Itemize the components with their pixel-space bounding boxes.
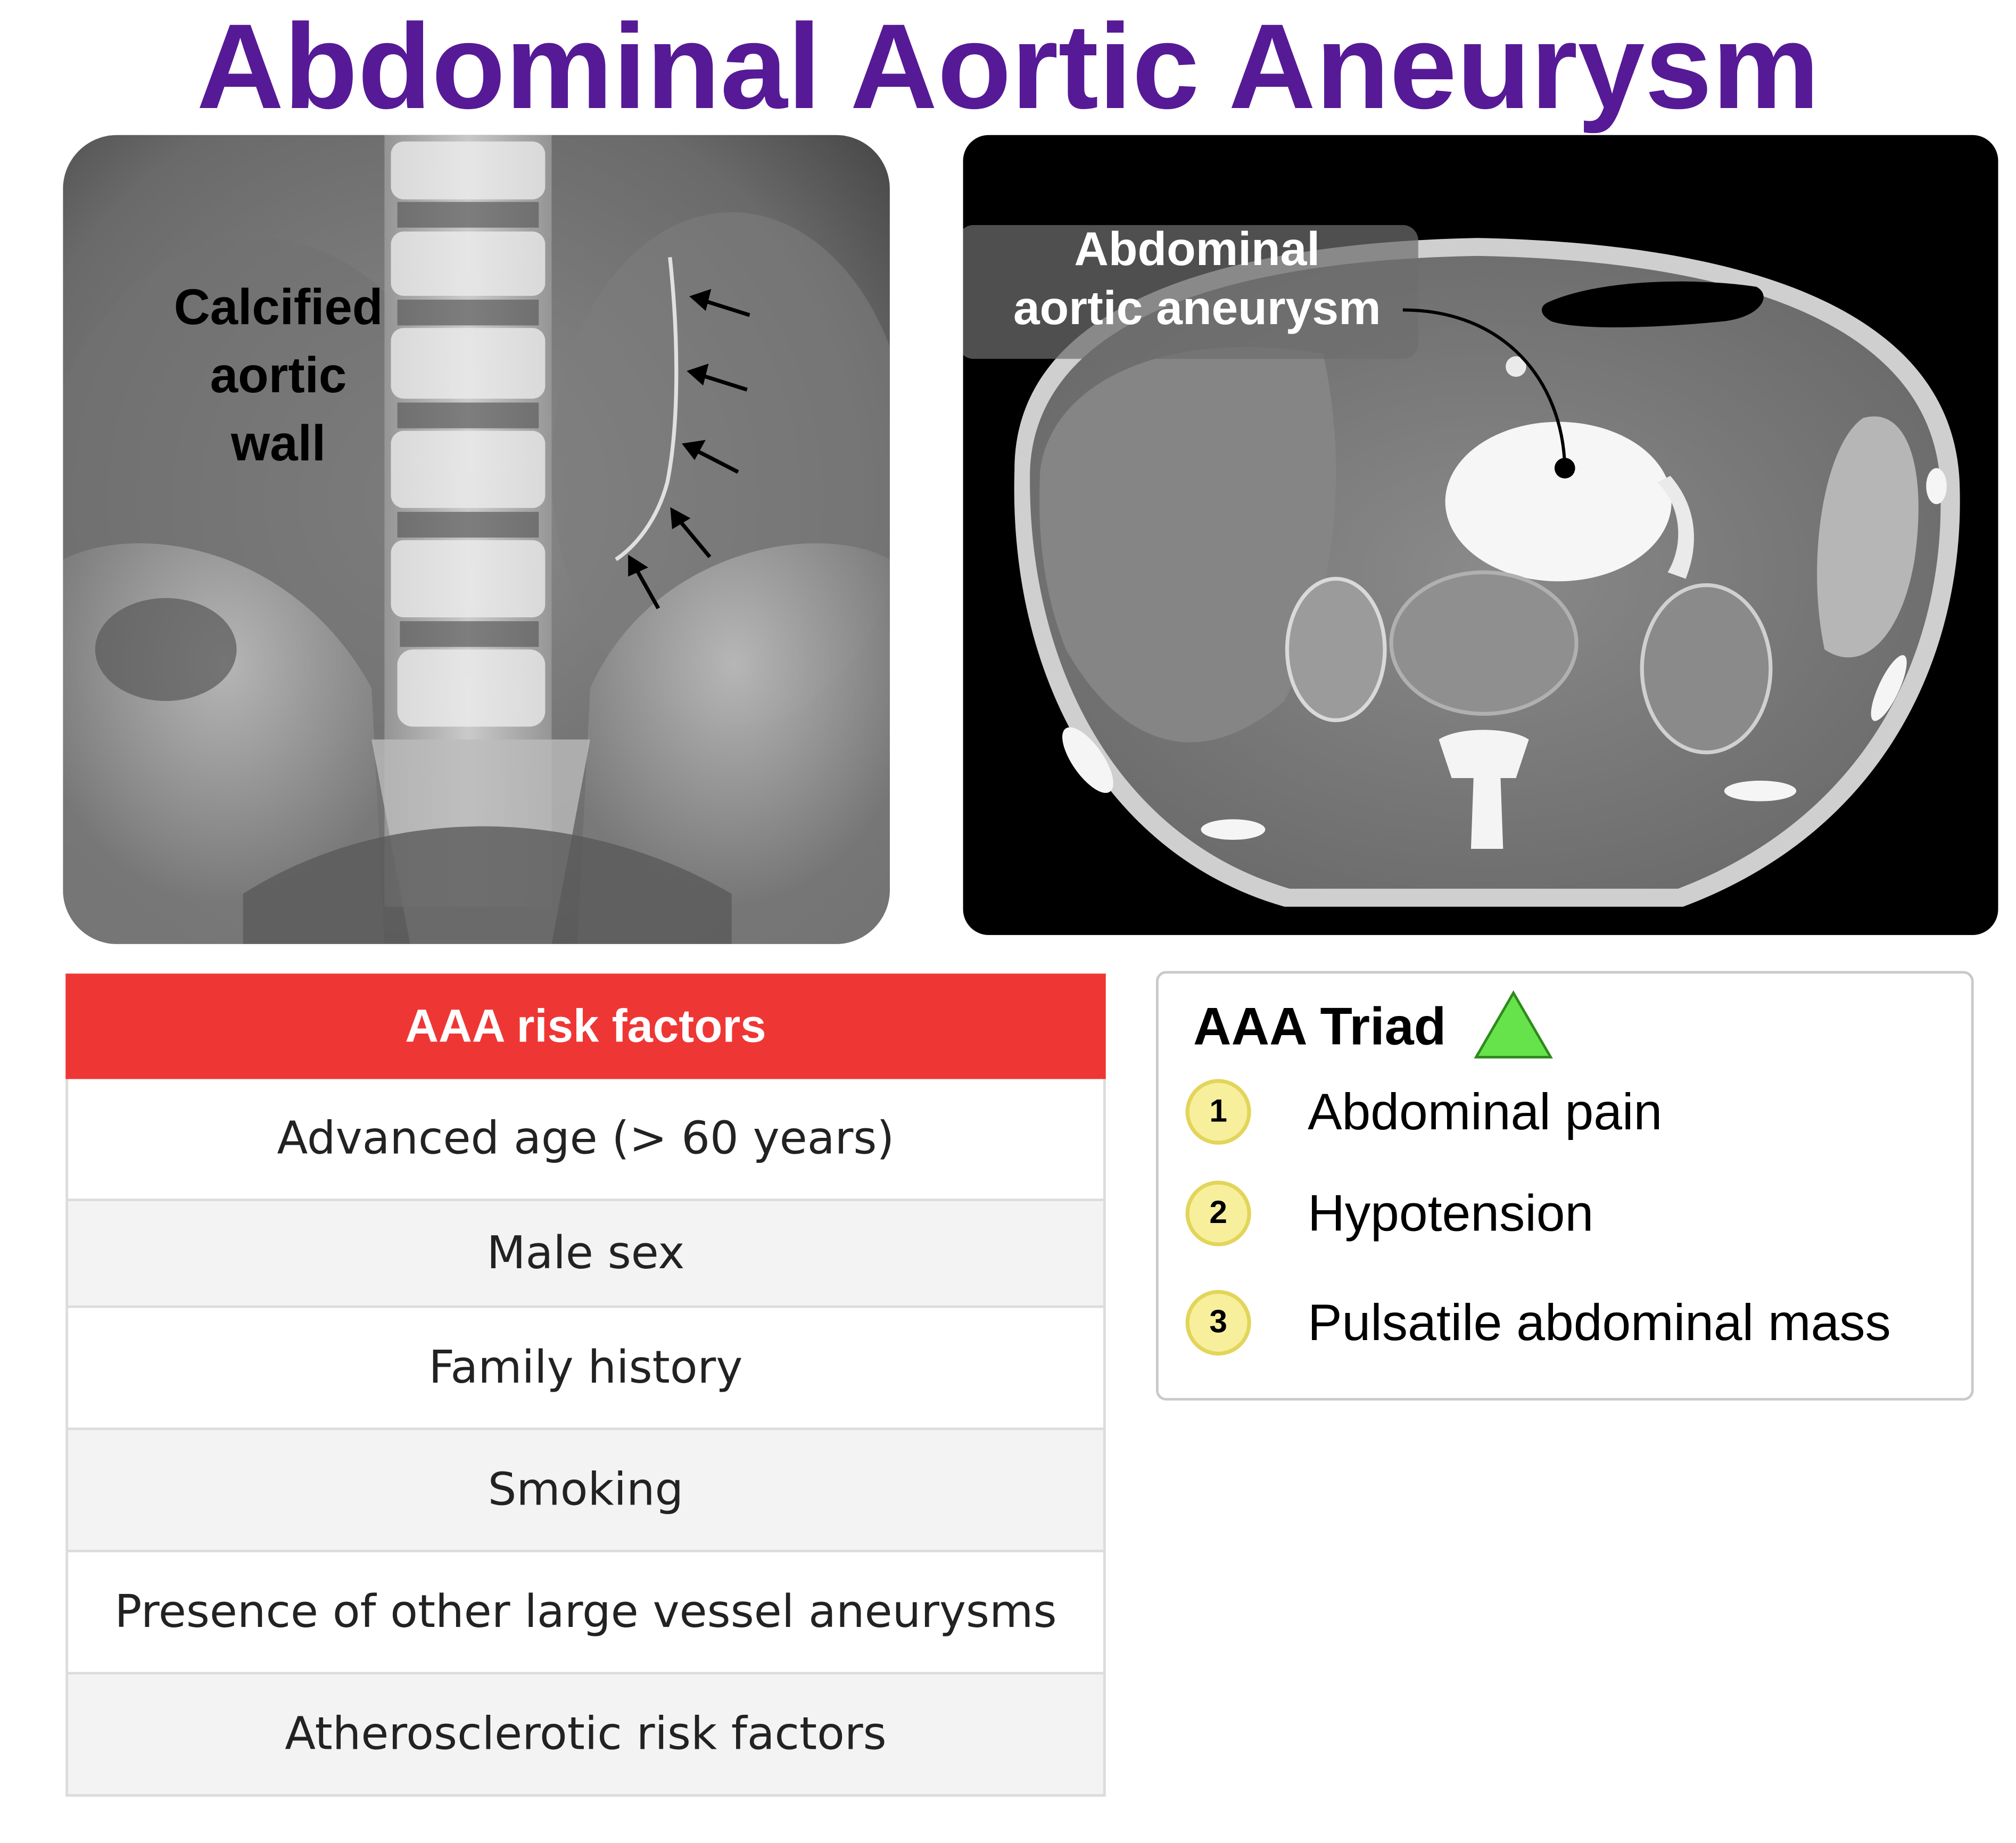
pointer-dot: [1555, 458, 1575, 478]
number-badge: 2: [1186, 1180, 1251, 1246]
risk-factors-header: AAA risk factors: [65, 973, 1106, 1079]
list-item: [1159, 1079, 1971, 1156]
table-row: Atherosclerotic risk factors: [65, 1674, 1106, 1797]
triad-title: AAA Triad: [1193, 996, 1447, 1056]
list-item: [1159, 1290, 1971, 1367]
page-title: Abdominal Aortic Aneurysm: [196, 0, 1820, 134]
triangle-icon: [1472, 989, 1555, 1061]
risk-factors-table: [65, 973, 1106, 1797]
triad-item-text: Abdominal pain: [1308, 1084, 1663, 1141]
ct-image-panel: [963, 135, 1998, 935]
label-pointer: [963, 135, 1998, 935]
table-row: Presence of other large vessel aneurysms: [65, 1552, 1106, 1675]
aaa-triad-box: [1156, 971, 1974, 1401]
number-badge: 1: [1186, 1079, 1251, 1145]
triad-item-text: Pulsatile abdominal mass: [1308, 1295, 1891, 1352]
table-row: Family history: [65, 1308, 1106, 1431]
calcified-aortic-wall-label: Calcified aortic wall: [173, 280, 383, 472]
aortic-aneurysm-label: Abdominal aortic aneurysm: [1013, 222, 1381, 335]
table-row: Advanced age (> 60 years): [65, 1079, 1106, 1202]
list-item: [1159, 1180, 1971, 1258]
abdominal-xray-image: [63, 135, 889, 944]
triad-item-text: Hypotension: [1308, 1186, 1594, 1243]
table-row: Male sex: [65, 1201, 1106, 1308]
number-badge: 3: [1186, 1290, 1251, 1356]
xray-image-panel: [63, 135, 889, 944]
table-row: Smoking: [65, 1430, 1106, 1552]
